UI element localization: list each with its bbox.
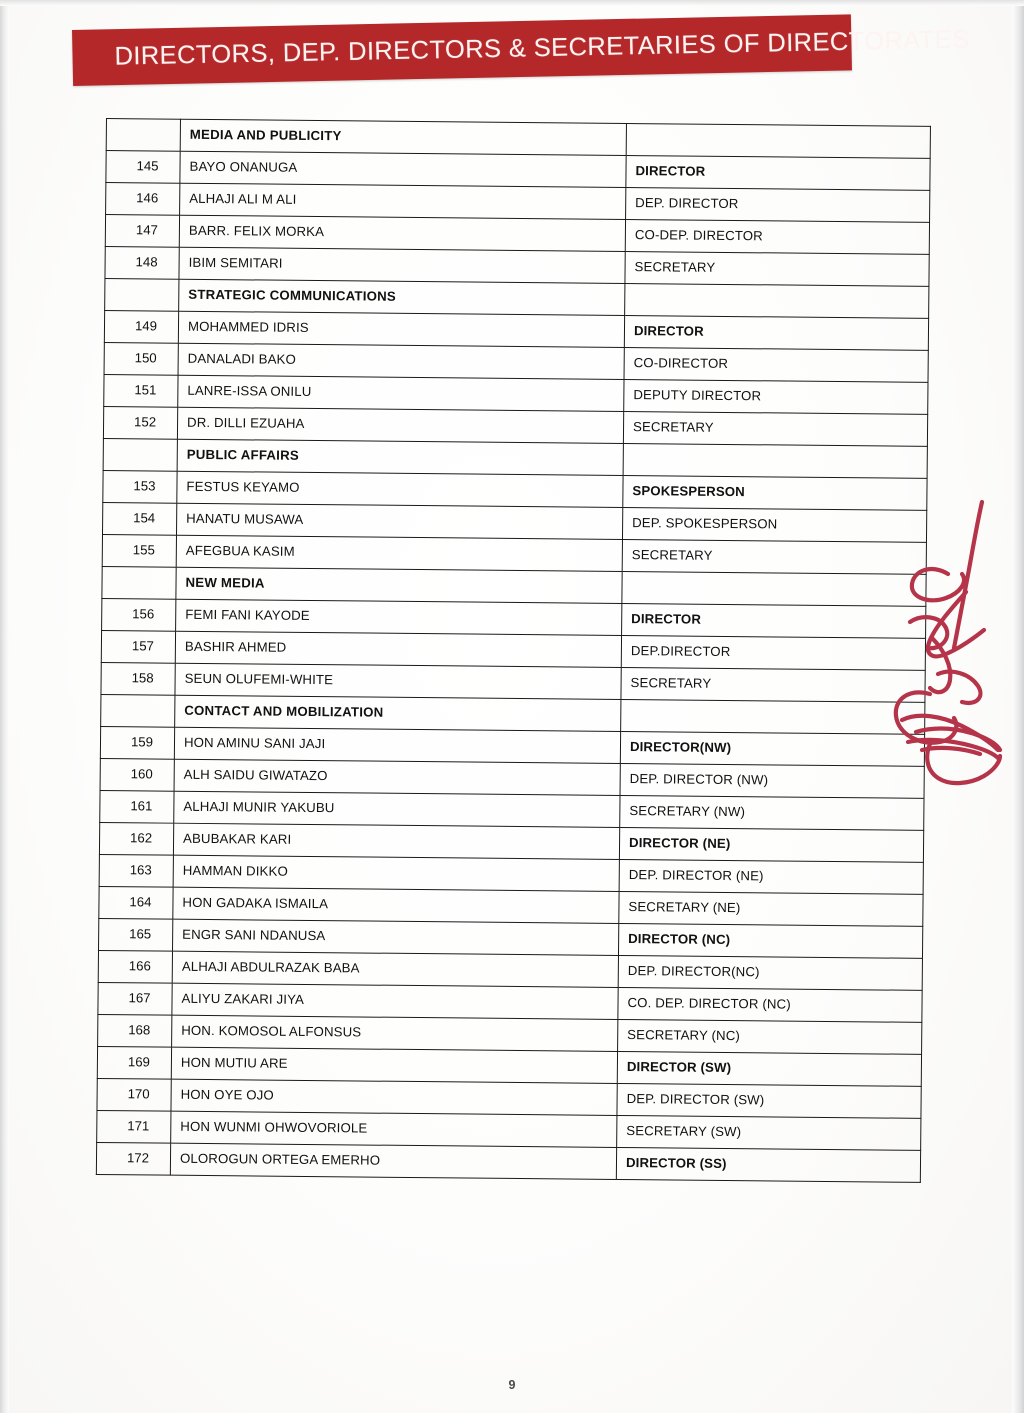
role-title-cell: DIRECTOR (NE): [619, 827, 923, 862]
role-title-cell: DIRECTOR (NC): [618, 923, 922, 958]
row-number-cell: 164: [99, 886, 173, 919]
section-title-cell: NEW MEDIA: [176, 567, 622, 603]
person-name-cell: ENGR SANI NDANUSA: [173, 919, 619, 955]
role-title-cell: [621, 699, 925, 734]
role-title-cell: SPOKESPERSON: [623, 475, 927, 510]
person-name-cell: HON WUNMI OHWOVORIOLE: [171, 1111, 617, 1147]
role-title-cell: DIRECTOR(NW): [620, 731, 924, 766]
role-title-cell: CO-DEP. DIRECTOR: [625, 219, 929, 254]
role-title-cell: SECRETARY (NE): [619, 891, 923, 926]
role-title-cell: SECRETARY: [622, 539, 926, 574]
row-number-cell: 156: [102, 598, 176, 631]
person-name-cell: HON AMINU SANI JAJI: [174, 727, 620, 763]
row-number-cell: [102, 566, 176, 599]
row-number-cell: 152: [103, 406, 177, 439]
role-title-cell: SECRETARY (NW): [620, 795, 924, 830]
row-number-cell: 172: [96, 1142, 170, 1175]
role-title-cell: DIRECTOR: [624, 315, 928, 350]
person-name-cell: ALIYU ZAKARI JIYA: [172, 983, 618, 1019]
role-title-cell: [622, 571, 926, 606]
role-title-cell: DEPUTY DIRECTOR: [624, 379, 928, 414]
role-title-cell: DEP. DIRECTOR (SW): [617, 1083, 921, 1118]
roster-table-body: [96, 119, 930, 1183]
role-title-cell: [626, 123, 930, 158]
row-number-cell: 150: [104, 342, 178, 375]
row-number-cell: 159: [100, 726, 174, 759]
row-number-cell: 154: [103, 502, 177, 535]
role-title-cell: SECRETARY: [623, 411, 927, 446]
person-name-cell: BARR. FELIX MORKA: [179, 215, 625, 251]
row-number-cell: 171: [97, 1110, 171, 1143]
person-name-cell: ALHAJI ALI M ALI: [180, 183, 626, 219]
role-title-cell: DIRECTOR: [622, 603, 926, 638]
person-name-cell: DANALADI BAKO: [178, 343, 624, 379]
role-title-cell: [623, 443, 927, 478]
role-title-cell: DEP. DIRECTOR(NC): [618, 955, 922, 990]
person-name-cell: DR. DILLI EZUAHA: [177, 407, 623, 443]
row-number-cell: 153: [103, 470, 177, 503]
person-name-cell: BAYO ONANUGA: [180, 151, 626, 187]
row-number-cell: 165: [99, 918, 173, 951]
row-number-cell: 155: [102, 534, 176, 567]
row-number-cell: 166: [98, 950, 172, 983]
row-number-cell: 146: [106, 183, 180, 216]
row-number-cell: 160: [100, 758, 174, 791]
person-name-cell: ALHAJI ABDULRAZAK BABA: [172, 951, 618, 987]
row-number-cell: 151: [104, 374, 178, 407]
section-title-cell: PUBLIC AFFAIRS: [177, 439, 623, 475]
role-title-cell: [625, 283, 929, 318]
person-name-cell: HON. KOMOSOL ALFONSUS: [172, 1015, 618, 1051]
role-title-cell: DEP.DIRECTOR: [621, 635, 925, 670]
role-title-cell: CO. DEP. DIRECTOR (NC): [618, 987, 922, 1022]
person-name-cell: ABUBAKAR KARI: [173, 823, 619, 859]
row-number-cell: 147: [105, 215, 179, 248]
row-number-cell: 157: [101, 630, 175, 663]
person-name-cell: HAMMAN DIKKO: [173, 855, 619, 891]
role-title-cell: DEP. DIRECTOR (NW): [620, 763, 924, 798]
role-title-cell: DIRECTOR (SS): [616, 1147, 920, 1182]
row-number-cell: 167: [98, 982, 172, 1015]
role-title-cell: DEP. DIRECTOR: [626, 187, 930, 222]
person-name-cell: HON GADAKA ISMAILA: [173, 887, 619, 923]
row-number-cell: [106, 119, 180, 152]
person-name-cell: ALHAJI MUNIR YAKUBU: [174, 791, 620, 827]
section-title-cell: CONTACT AND MOBILIZATION: [175, 695, 621, 731]
person-name-cell: OLOROGUN ORTEGA EMERHO: [170, 1143, 616, 1179]
page-number: 9: [508, 1378, 516, 1392]
row-number-cell: 169: [97, 1046, 171, 1079]
role-title-cell: SECRETARY: [621, 667, 925, 702]
section-title-cell: MEDIA AND PUBLICITY: [180, 119, 626, 155]
page-edge-top: [0, 0, 1024, 6]
person-name-cell: IBIM SEMITARI: [179, 247, 625, 283]
row-number-cell: 145: [106, 151, 180, 184]
person-name-cell: FESTUS KEYAMO: [177, 471, 623, 507]
role-title-cell: DEP. SPOKESPERSON: [622, 507, 926, 542]
person-name-cell: FEMI FANI KAYODE: [176, 599, 622, 635]
banner-title-text: DIRECTORS, DEP. DIRECTORS & SECRETARIES OF DIRECTORATES: [114, 25, 970, 71]
role-title-cell: DEP. DIRECTOR (NE): [619, 859, 923, 894]
person-name-cell: BASHIR AHMED: [175, 631, 621, 667]
row-number-cell: 148: [105, 246, 179, 279]
section-title-cell: STRATEGIC COMMUNICATIONS: [179, 279, 625, 315]
row-number-cell: [105, 278, 179, 311]
person-name-cell: SEUN OLUFEMI-WHITE: [175, 663, 621, 699]
person-name-cell: MOHAMMED IDRIS: [178, 311, 624, 347]
row-number-cell: 149: [104, 310, 178, 343]
roster-table-container: [96, 118, 930, 1183]
person-name-cell: HANATU MUSAWA: [176, 503, 622, 539]
row-number-cell: [101, 694, 175, 727]
row-number-cell: 163: [99, 854, 173, 887]
role-title-cell: SECRETARY: [625, 251, 929, 286]
person-name-cell: ALH SAIDU GIWATAZO: [174, 759, 620, 795]
role-title-cell: SECRETARY (SW): [617, 1115, 921, 1150]
row-number-cell: 162: [99, 822, 173, 855]
person-name-cell: HON OYE OJO: [171, 1079, 617, 1115]
row-number-cell: 168: [98, 1014, 172, 1047]
page-edge-left: [0, 0, 9, 1413]
person-name-cell: HON MUTIU ARE: [171, 1047, 617, 1083]
row-number-cell: 170: [97, 1078, 171, 1111]
role-title-cell: DIRECTOR: [626, 155, 930, 190]
person-name-cell: AFEGBUA KASIM: [176, 535, 622, 571]
role-title-cell: SECRETARY (NC): [618, 1019, 922, 1054]
person-name-cell: LANRE-ISSA ONILU: [178, 375, 624, 411]
role-title-cell: DIRECTOR (SW): [617, 1051, 921, 1086]
row-number-cell: [103, 438, 177, 471]
role-title-cell: CO-DIRECTOR: [624, 347, 928, 382]
roster-table: [96, 118, 931, 1183]
row-number-cell: 161: [100, 790, 174, 823]
row-number-cell: 158: [101, 662, 175, 695]
page-edge-right: [1012, 0, 1024, 1413]
